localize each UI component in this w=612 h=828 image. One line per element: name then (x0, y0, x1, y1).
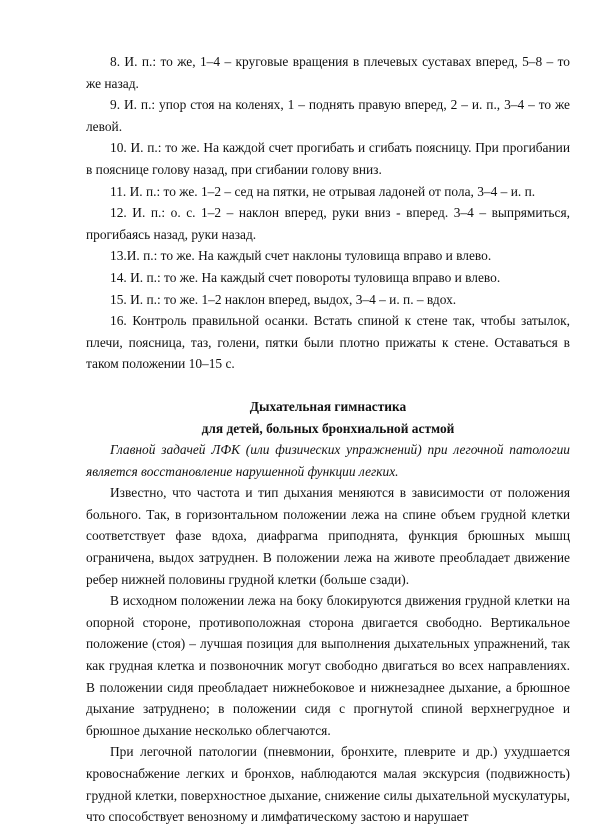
exercise-item-11: 11. И. п.: то же. 1–2 – сед на пятки, не отрывая ладоней от пола, 3–4 – и. п. (110, 183, 536, 199)
paragraph-pathology: При легочной патологии (пневмонии, бронхите, плеврите и др.) ухудшается кровоснабжение легких и бронхов, наблюдаются малая экскурсия (подвижность) грудной клетки, поверхностное дыхание, снижение силы дыхательной мускулатуры, что способствует венозному и лимфатическому застою и нарушает (86, 744, 570, 825)
paragraph-positions: Известно, что частота и тип дыхания меняются в зависимости от положения больного. Так, в горизонтальном положении лежа на спине объем грудной клетки соответствует фазе вдоха, диафрагма приподнята, функция брюшных мышц ограничена, выдох затруднен. В положении лежа на животе преобладает движение ребер нижней половины грудной клетки (больше сзади). (86, 485, 570, 587)
paragraph-side-position: В исходном положении лежа на боку блокируются движения грудной клетки на опорной стороне, противоположная сторона двигается свободно. Вертикальное положение (стоя) – лучшая позиция для выполнения дыхательных упражнений, так как грудная клетка и позвоночник могут свободно двигаться во всех направлениях. В положении сидя преобладает нижнебоковое и нижнезаднее дыхание, а брюшное дыхание затруднено; в положении сидя с прогнутой спиной верхнегрудное и брюшное дыхание несколько облегчаются. (86, 593, 570, 738)
section-lead: Главной задачей ЛФК (или физических упражнений) при легочной патологии является восстановление нарушенной функции легких. (86, 442, 570, 479)
exercise-item-16: 16. Контроль правильной осанки. Встать спиной к стене так, чтобы затылок, плечи, поясница, таз, голени, пятки были плотно прижаты к стене. Оставаться в таком положении 10–15 с. (86, 313, 570, 372)
exercise-item-13: 13.И. п.: то же. На каждый счет наклоны туловища вправо и влево. (110, 248, 492, 264)
exercise-item-15: 15. И. п.: то же. 1–2 наклон вперед, выдох, 3–4 – и. п. – вдох. (110, 291, 457, 307)
exercise-item-10: 10. И. п.: то же. На каждой счет прогибать и сгибать поясницу. При прогибании в пояснице голову назад, при сгибании голову вниз. (86, 140, 570, 177)
document-page (86, 51, 570, 828)
exercise-item-12: 12. И. п.: о. с. 1–2 – наклон вперед, руки вниз - вперед. 3–4 – выпрямиться, прогибаясь назад, руки назад. (86, 205, 570, 242)
exercise-item-14: 14. И. п.: то же. На каждый счет повороты туловища вправо и влево. (110, 269, 501, 285)
section-title: Дыхательная гимнастика (249, 398, 407, 414)
exercise-item-9: 9. И. п.: упор стоя на коленях, 1 – поднять правую вперед, 2 – и. п., 3–4 – то же левой. (86, 97, 570, 134)
section-subtitle: для детей, больных бронхиальной астмой (201, 420, 455, 436)
exercise-item-8: 8. И. п.: то же, 1–4 – круговые вращения в плечевых суставах вперед, 5–8 – то же назад. (86, 54, 570, 91)
